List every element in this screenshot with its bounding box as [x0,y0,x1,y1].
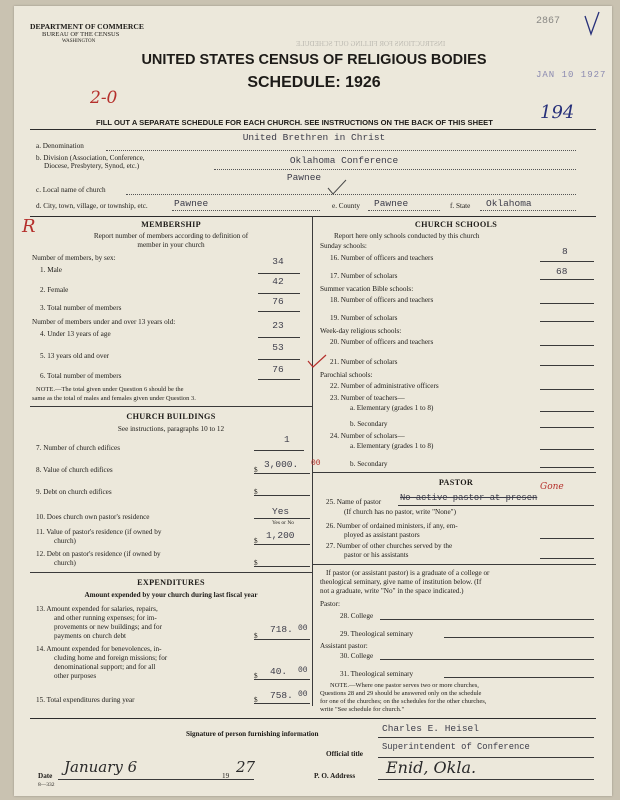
q25-sub: (If church has no pastor, write "None") [344,508,456,516]
q14-line-1: 14. Amount expended for benevolences, in- [36,645,162,653]
q8-dollar: $ [254,466,258,474]
division-label-2: Diocese, Presbytery, Synod, etc.) [44,162,140,170]
q9-label: 9. Debt on church edifices [36,488,112,496]
q24-label: 24. Number of scholars— [330,432,405,440]
membership-intro: Report number of members according to definition of [93,232,249,240]
q11-dollar: $ [254,537,258,545]
q7-value[interactable]: 1 [284,434,290,445]
division-label: b. Division (Association, Conference, [36,154,145,162]
q24a-label: a. Elementary (grades 1 to 8) [350,442,434,450]
bleed-through-text: INSTRUCTIONS FOR FILLING OUT SCHEDULE [296,40,446,48]
membership-note-2: same as the total of males and females given under Question 3. [32,395,196,402]
summer-label: Summer vacation Bible schools: [320,285,414,293]
q25-label: 25. Name of pastor [326,498,382,506]
schools-heading: CHURCH SCHOOLS [414,220,498,229]
q6-label: 6. Total number of members [40,372,122,380]
q22-label: 22. Number of administrative officers [330,382,439,390]
q6-value[interactable]: 76 [272,364,284,375]
denomination-value[interactable]: United Brethren in Christ [242,132,386,143]
instruction-line: FILL OUT A SEPARATE SCHEDULE FOR EACH CHURCH. SEE INSTRUCTIONS ON THE BACK OF THIS SHEET [96,118,493,127]
q23b-label: b. Secondary [350,420,388,428]
by-age-label: Number of members under and over 13 years old: [32,318,176,326]
q1-label: 1. Male [40,266,62,274]
q23-label: 23. Number of teachers— [330,394,405,402]
q11-label: 11. Value of pastor's residence (if owned by [36,528,162,536]
date-year-value[interactable]: 27 [236,758,256,776]
q28-label: 28. College [340,612,374,620]
date-month-value[interactable]: January 6 [64,758,138,776]
parochial-label: Parochial schools: [320,371,373,379]
q15-value[interactable]: 758. [270,690,293,701]
q9-dollar: $ [254,488,258,496]
hand-mark-r: R [22,216,36,237]
q14-line-3: denominational support; and for all [54,663,156,671]
checkmark-icon [306,352,328,370]
q25-value[interactable]: No active pastor at presen [400,493,538,503]
pastor-note-2: Questions 28 and 29 should be answered only on the schedule [320,690,482,697]
sunday-label: Sunday schools: [320,242,367,250]
pastor-subheading: Pastor: [320,600,340,608]
buildings-sub: See instructions, paragraphs 10 to 12 [117,425,225,433]
checkmark-icon [582,10,602,38]
q1-value[interactable]: 34 [272,256,284,267]
q31-label: 31. Theological seminary [340,670,414,678]
q14-line-2: cluding home and foreign missions; for [54,654,168,662]
q4-value[interactable]: 23 [272,320,284,331]
schedule-title: SCHEDULE: 1926 [247,74,381,91]
q23a-label: a. Elementary (grades 1 to 8) [350,404,434,412]
q7-label: 7. Number of church edifices [36,444,121,452]
q3-value[interactable]: 76 [272,296,284,307]
q14-value[interactable]: 40. [270,666,288,677]
q17-label: 17. Number of scholars [330,272,398,280]
q16-label: 16. Number of officers and teachers [330,254,434,262]
q12-label-2: church) [54,559,76,567]
q27-label: 27. Number of other churches served by the [326,542,453,550]
county-label: e. County [332,202,360,210]
q11-label-2: church) [54,537,76,545]
q5-value[interactable]: 53 [272,342,284,353]
q8-cents: 00 [311,459,321,468]
hand-code: 2-0 [90,88,118,108]
q30-label: 30. College [340,652,374,660]
po-address-label: P. O. Address [314,772,356,780]
q4-label: 4. Under 13 years of age [40,330,111,338]
q16-value[interactable]: 8 [562,246,568,257]
census-schedule-sheet [14,6,612,796]
form-title: UNITED STATES CENSUS OF RELIGIOUS BODIES [141,52,487,68]
official-title-label: Official title [326,750,363,758]
q24b-label: b. Secondary [350,460,388,468]
signature-label: Signature of person furnishing information [186,730,319,738]
q8-value[interactable]: 3,000. [264,459,299,470]
q3-label: 3. Total number of members [40,304,122,312]
q11-value[interactable]: 1,200 [266,530,295,541]
pastor-note-3: for one of the churches; on the schedules for the other churches, [320,698,487,705]
weekday-label: Week-day religious schools: [320,327,402,335]
form-code: 8—332 [38,782,55,788]
bureau-label: BUREAU OF THE CENSUS [42,31,120,38]
hand-number: 194 [540,102,575,123]
state-value[interactable]: Oklahoma [486,198,532,209]
membership-heading: MEMBERSHIP [141,220,201,229]
yes-no-hint: Yes or No [272,520,295,526]
q5-label: 5. 13 years old and over [40,352,110,360]
q2-value[interactable]: 42 [272,276,284,287]
checkmark-icon [326,178,348,196]
division-value[interactable]: Oklahoma Conference [289,155,399,166]
membership-note: NOTE.—The total given under Question 6 should be the [36,386,184,393]
q29-label: 29. Theological seminary [340,630,414,638]
grad-note-1: If pastor (or assistant pastor) is a graduate of a college or [326,569,490,577]
q13-line-1: 13. Amount expended for salaries, repairs, [36,605,158,613]
q13-cents: 00 [298,624,308,633]
q15-dollar: $ [254,696,258,704]
q14-dollar: $ [254,672,258,680]
buildings-heading: CHURCH BUILDINGS [126,412,216,421]
local-name-value[interactable]: Pawnee [286,172,322,183]
county-value[interactable]: Pawnee [374,198,409,209]
q27-label-2: pastor or his assistants [344,551,409,559]
state-label: f. State [450,202,471,210]
expenditures-sub: Amount expended by your church during last fiscal year [84,591,258,599]
q2-label: 2. Female [40,286,69,294]
grad-note-2: theological seminary, give name of institution below. (If [320,578,482,586]
q13-value[interactable]: 718. [270,624,293,635]
q18-label: 18. Number of officers and teachers [330,296,434,304]
assistant-subheading: Assistant pastor: [320,642,368,650]
q10-label: 10. Does church own pastor's residence [36,513,150,521]
q8-label: 8. Value of church edifices [36,466,113,474]
q26-label: 26. Number of ordained ministers, if any, em- [326,522,458,530]
received-date-stamp: JAN 10 1927 [536,70,607,80]
q19-label: 19. Number of scholars [330,314,398,322]
stamp-number: 2867 [536,16,561,27]
by-sex-label: Number of members, by sex: [32,254,116,262]
q14-line-4: other purposes [54,672,97,680]
q15-label: 15. Total expenditures during year [36,696,135,704]
q20-label: 20. Number of officers and teachers [330,338,434,346]
po-address-value[interactable]: Enid, Okla. [386,758,477,777]
q25-hand-note: Gone [540,482,564,492]
denomination-label: a. Denomination [36,142,84,150]
expenditures-heading: EXPENDITURES [137,578,205,587]
date-year-prefix: 19 [222,772,230,780]
q10-value[interactable]: Yes [272,506,290,517]
q13-line-4: payments on church debt [54,632,127,640]
q13-dollar: $ [254,632,258,640]
city-label: WASHINGTON [62,39,96,44]
grad-note-3: not a graduate, write "No" in the space indicated.) [320,587,464,595]
pastor-note-1: NOTE.—Where one pastor serves two or more churches, [330,682,479,689]
q21-label: 21. Number of scholars [330,358,398,366]
q13-line-2: and other running expenses; for im- [54,614,157,622]
q12-label: 12. Debt on pastor's residence (if owned by [36,550,161,558]
signature-value[interactable]: Charles E. Heisel [382,723,479,734]
city-field-label: d. City, town, village, or township, etc. [36,202,148,210]
pastor-note-4: write "See schedule for church." [320,706,405,713]
q14-cents: 00 [298,666,308,675]
membership-intro-2: member in your church [137,241,205,249]
q17-value[interactable]: 68 [556,266,568,277]
schools-sub: Report here only schools conducted by this church [334,232,480,240]
q26-label-2: ployed as assistant pastors [344,531,420,539]
q15-cents: 00 [298,690,308,699]
q13-line-3: provements or new buildings; and for [54,623,162,631]
city-value[interactable]: Pawnee [174,198,209,209]
official-title-value[interactable]: Superintendent of Conference [382,742,530,752]
local-name-label: c. Local name of church [36,186,106,194]
department-label: DEPARTMENT OF COMMERCE [30,22,144,31]
q12-dollar: $ [254,559,258,567]
pastor-heading: PASTOR [438,478,474,487]
date-label: Date [38,772,53,780]
